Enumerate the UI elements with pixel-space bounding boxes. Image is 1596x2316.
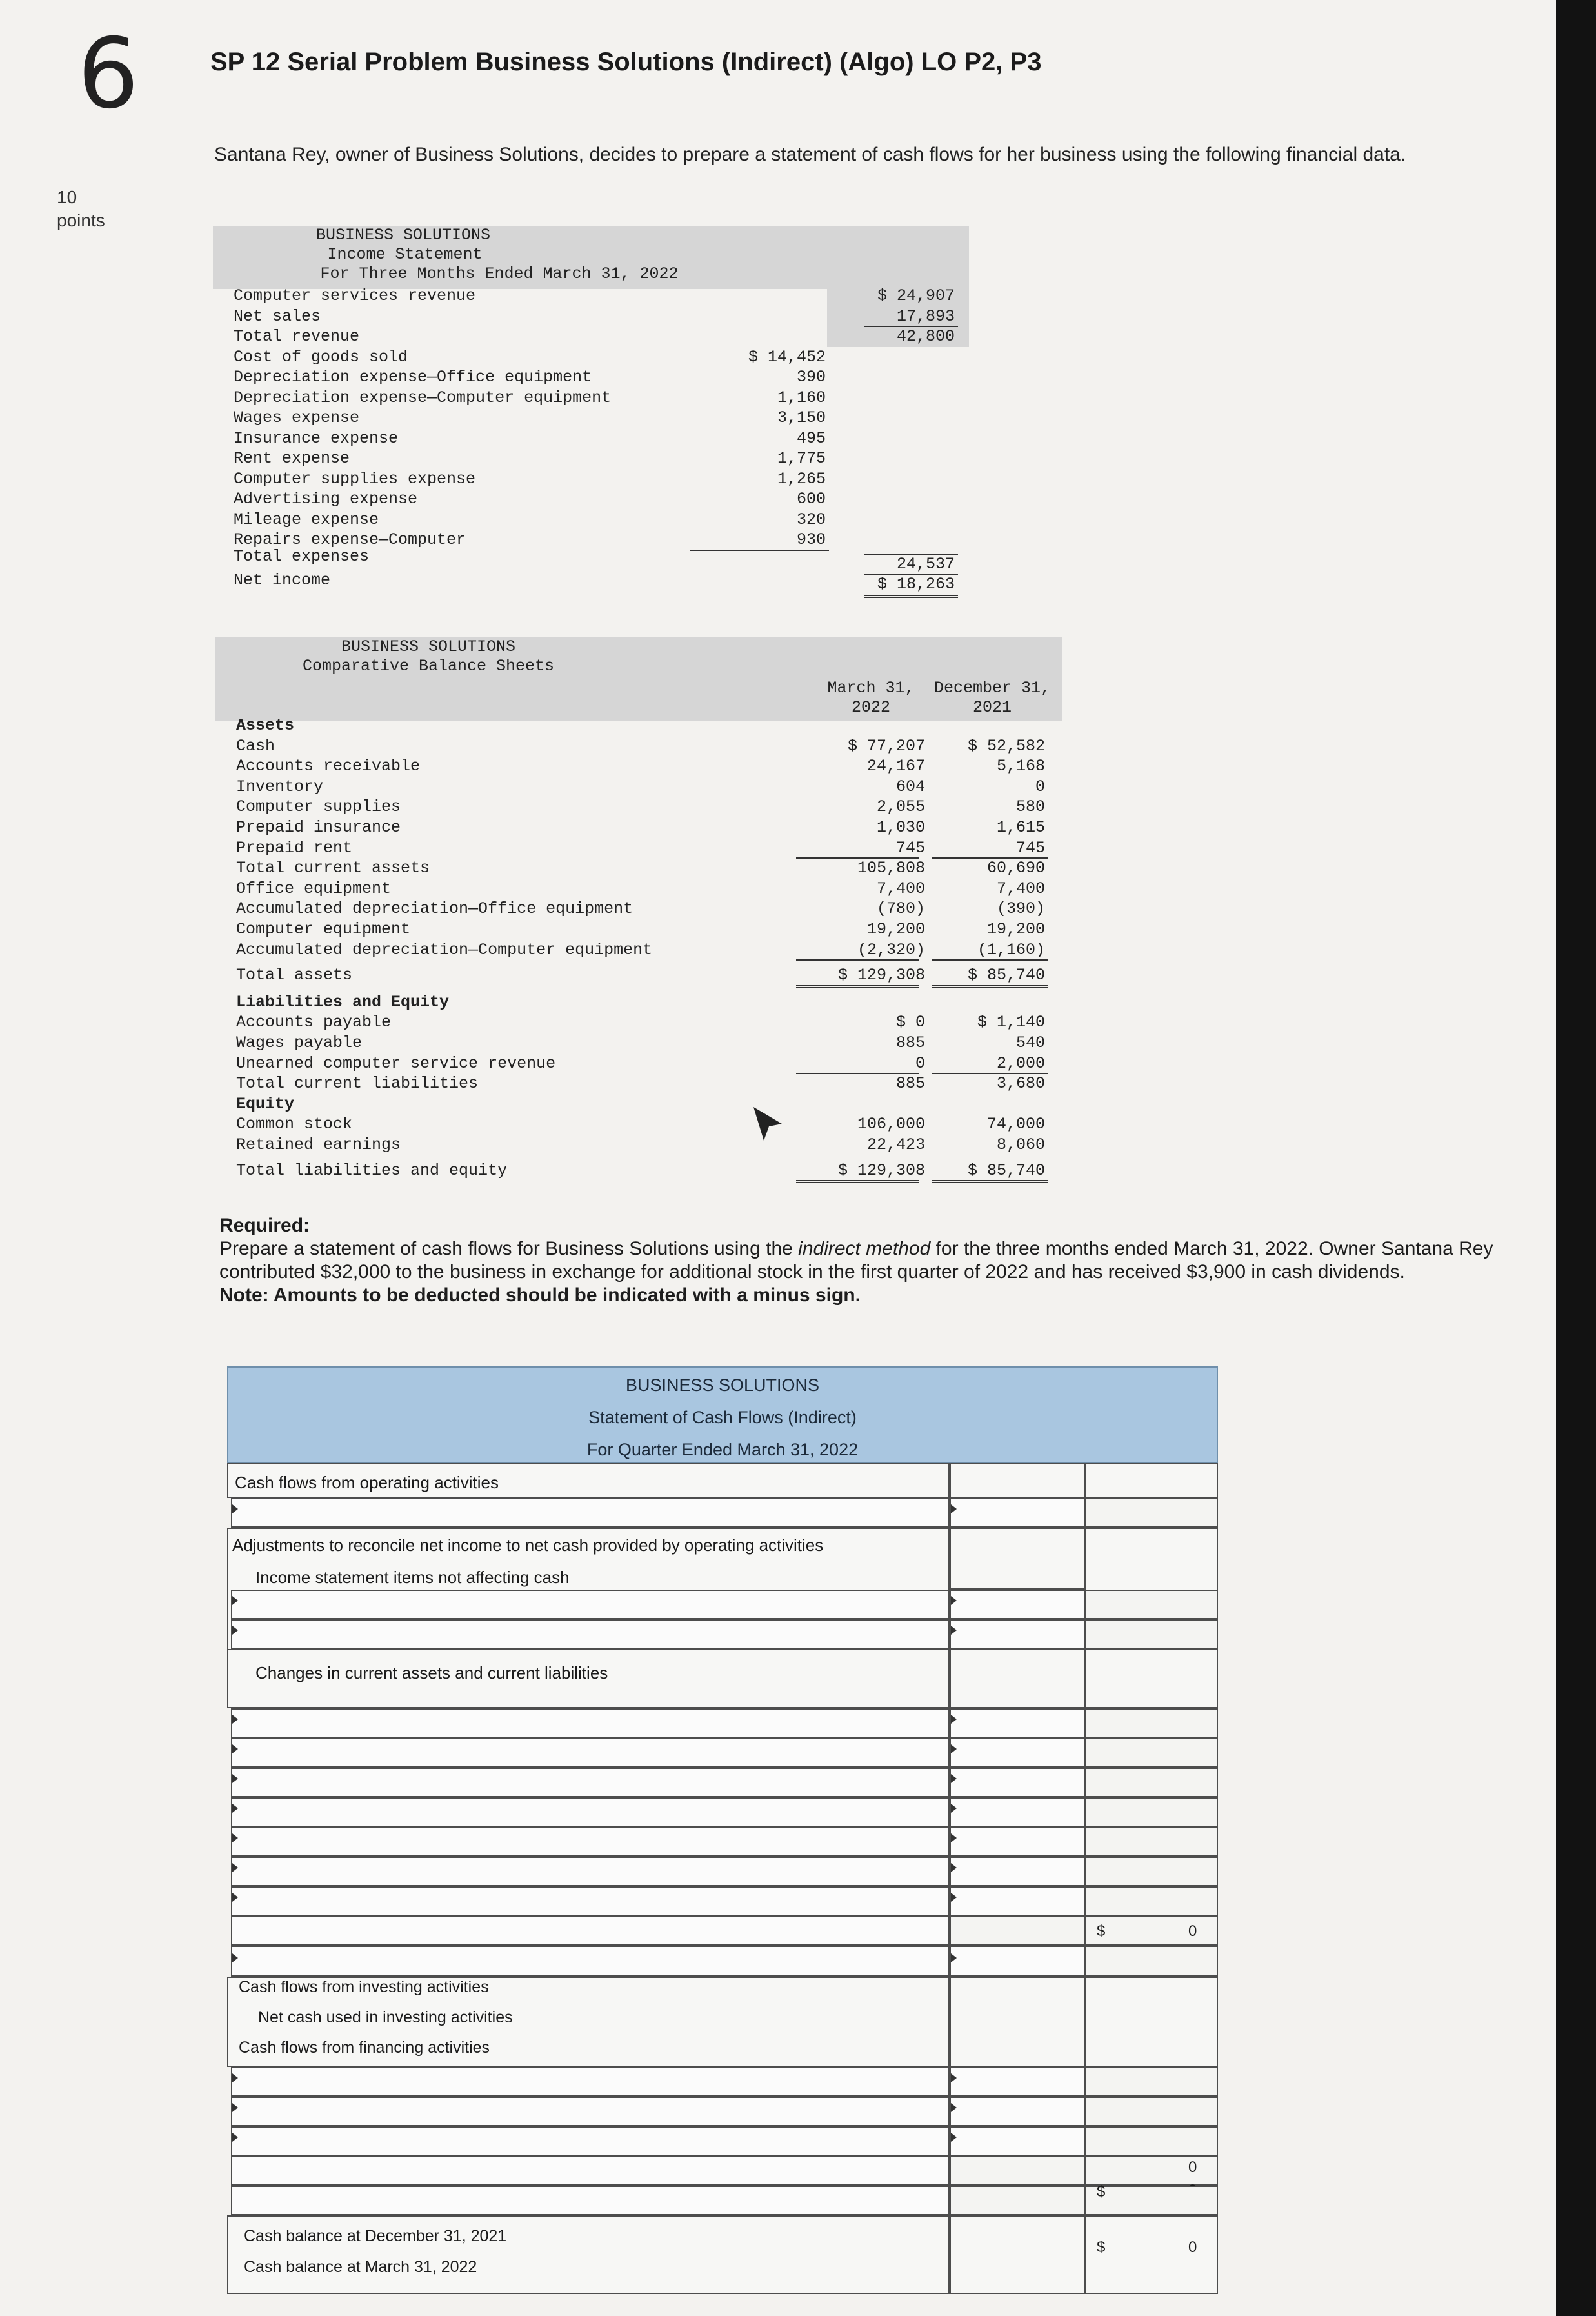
is-expense-amount: 320 bbox=[796, 510, 826, 529]
dropdown-arrow-icon bbox=[232, 1804, 238, 1813]
is-expense-amount: 495 bbox=[796, 428, 826, 448]
bs-row-december: $ 85,740 bbox=[967, 966, 1045, 985]
bs-row-march: 24,167 bbox=[866, 757, 925, 776]
income-statement bbox=[213, 226, 969, 613]
bs-row-march: (2,320) bbox=[857, 940, 925, 959]
is-company: BUSINESS SOLUTIONS bbox=[315, 226, 491, 245]
amount-input[interactable] bbox=[950, 1498, 1085, 1528]
dropdown-arrow-icon bbox=[951, 1774, 957, 1783]
dropdown-arrow-icon bbox=[951, 1504, 957, 1513]
bs-row-march: 106,000 bbox=[857, 1115, 925, 1134]
bs-row-label: Total current liabilities bbox=[236, 1074, 479, 1093]
is-expense-label: Wages expense bbox=[234, 408, 360, 427]
line-item-select[interactable] bbox=[231, 1738, 950, 1768]
amount-input[interactable] bbox=[950, 1590, 1085, 1619]
dropdown-arrow-icon bbox=[232, 1863, 238, 1872]
amount-input[interactable] bbox=[950, 1708, 1085, 1738]
cf-operating-total-value: 0 bbox=[1188, 1922, 1197, 1940]
dropdown-arrow-icon bbox=[232, 1774, 238, 1783]
required-text: Prepare a statement of cash flows for Business Solutions using the indirect method for the three months ended March 31, 2022. Owner Santana Rey contributed $32,000 to the business in exchange for additional stock in the first quarter of 2022 and has received $3,900 in cash dividends. bbox=[219, 1238, 1493, 1283]
bs-row-march: 885 bbox=[895, 1074, 925, 1093]
cf-company: BUSINESS SOLUTIONS bbox=[625, 1375, 820, 1395]
is-revenue-rule bbox=[864, 326, 958, 327]
bs-row-march: (780) bbox=[876, 899, 925, 919]
is-expense-rule bbox=[690, 550, 829, 551]
points-value: 10 bbox=[57, 187, 77, 207]
cash-flow-header bbox=[227, 1366, 1218, 1463]
cf-title: Statement of Cash Flows (Indirect) bbox=[588, 1408, 857, 1427]
bs-rule bbox=[796, 1180, 919, 1183]
dropdown-arrow-icon bbox=[232, 2103, 238, 2112]
bs-rule bbox=[932, 1180, 1048, 1183]
amount-input[interactable] bbox=[950, 1886, 1085, 1916]
required-heading: Required: bbox=[219, 1215, 310, 1236]
line-item-select[interactable] bbox=[231, 2067, 950, 2097]
cf-financing-label: Cash flows from financing activities bbox=[239, 2039, 490, 2057]
total-cell bbox=[1085, 1797, 1218, 1827]
bs-row-label: Accounts payable bbox=[236, 1013, 392, 1032]
cf-changes-label: Changes in current assets and current liabilities bbox=[255, 1663, 608, 1682]
bs-row-december: $ 52,582 bbox=[967, 736, 1045, 755]
cf-investing-label: Cash flows from investing activities bbox=[239, 1978, 489, 1996]
bs-rule bbox=[796, 985, 919, 988]
dropdown-arrow-icon bbox=[232, 1833, 238, 1842]
line-item-select[interactable] bbox=[231, 1498, 950, 1528]
amount-input[interactable] bbox=[950, 2097, 1085, 2126]
dropdown-arrow-icon bbox=[951, 1953, 957, 1962]
cf-dollar: $ bbox=[1097, 2183, 1106, 2201]
is-expense-amount: 390 bbox=[796, 368, 826, 386]
bs-col2-head: December 31, 2021 bbox=[933, 679, 1051, 717]
bs-row-december: 745 bbox=[1015, 838, 1045, 857]
is-revenue-label: Total revenue bbox=[234, 327, 360, 346]
bs-row-label: Accounts receivable bbox=[236, 757, 421, 776]
cf-net-change-amount bbox=[950, 2186, 1085, 2215]
balance-sheet bbox=[215, 637, 1062, 1186]
screen-edge bbox=[1556, 0, 1596, 2316]
bs-row-march: 19,200 bbox=[866, 920, 925, 939]
bs-row-march: 2,055 bbox=[876, 797, 925, 817]
bs-row-label: Computer supplies bbox=[236, 797, 401, 817]
bs-row-label: Retained earnings bbox=[236, 1135, 401, 1154]
bs-row-label: Total assets bbox=[236, 966, 353, 985]
bs-row-label: Unearned computer service revenue bbox=[236, 1053, 556, 1073]
bs-row-march: 885 bbox=[895, 1033, 925, 1052]
bs-row-label: Computer equipment bbox=[236, 920, 411, 939]
line-item-select[interactable] bbox=[231, 1797, 950, 1827]
bs-row-december: $ 1,140 bbox=[977, 1013, 1045, 1032]
is-expense-label: Advertising expense bbox=[234, 490, 418, 508]
bs-row-march: 745 bbox=[895, 838, 925, 857]
cf-cash-begin-label: Cash balance at December 31, 2021 bbox=[244, 2227, 507, 2245]
is-expense-amount: 930 bbox=[796, 530, 826, 549]
cf-operating-label: Cash flows from operating activities bbox=[235, 1473, 499, 1492]
bs-row-label: Equity bbox=[236, 1094, 295, 1113]
dropdown-arrow-icon bbox=[232, 1744, 238, 1753]
is-net-double-rule bbox=[864, 595, 958, 598]
total-cell bbox=[1085, 1738, 1218, 1768]
is-net-income-label: Net income bbox=[234, 571, 331, 590]
amount-input[interactable] bbox=[950, 1738, 1085, 1768]
is-revenue-label: Computer services revenue bbox=[234, 286, 476, 305]
bs-company: BUSINESS SOLUTIONS bbox=[341, 637, 516, 656]
dropdown-arrow-icon bbox=[951, 1863, 957, 1872]
cf-net-operating-select[interactable] bbox=[231, 1916, 950, 1946]
dropdown-arrow-icon bbox=[951, 1596, 957, 1605]
amount-input[interactable] bbox=[950, 1797, 1085, 1827]
dropdown-arrow-icon bbox=[232, 1596, 238, 1605]
total-cell bbox=[1085, 1619, 1218, 1649]
bs-row-march: 105,808 bbox=[857, 859, 925, 878]
cf-dollar: $ bbox=[1097, 1922, 1106, 1940]
bs-row-march: 7,400 bbox=[876, 879, 925, 898]
line-item-select[interactable] bbox=[231, 1708, 950, 1738]
points bbox=[57, 186, 105, 232]
amount-input[interactable] bbox=[950, 2126, 1085, 2156]
bs-row-december: 3,680 bbox=[996, 1074, 1045, 1093]
cf-net-financing-total bbox=[1085, 2156, 1218, 2186]
bs-row-december: 19,200 bbox=[986, 920, 1045, 939]
cf-operating-total bbox=[1085, 1463, 1218, 1498]
line-item-select[interactable] bbox=[231, 1857, 950, 1886]
is-expense-label: Insurance expense bbox=[234, 428, 399, 448]
cf-financing-total-value-1: 0 bbox=[1188, 2159, 1197, 2176]
cf-net-operating-amount bbox=[950, 1916, 1085, 1946]
cf-period: For Quarter Ended March 31, 2022 bbox=[586, 1440, 859, 1459]
cf-net-financing-amount bbox=[950, 2156, 1085, 2186]
is-total-expenses: 24,537 bbox=[896, 554, 955, 574]
bs-row-december: 60,690 bbox=[986, 859, 1045, 878]
bs-row-label: Total current assets bbox=[236, 859, 430, 878]
bs-row-march: 604 bbox=[895, 777, 925, 796]
bs-row-label: Wages payable bbox=[236, 1033, 363, 1052]
cf-dollar: $ bbox=[1097, 2239, 1106, 2256]
total-cell bbox=[1085, 1498, 1218, 1528]
is-period: For Three Months Ended March 31, 2022 bbox=[320, 265, 679, 283]
bs-row-label: Prepaid rent bbox=[236, 838, 353, 857]
line-item-select[interactable] bbox=[231, 1768, 950, 1797]
bs-row-label: Cash bbox=[236, 736, 275, 755]
dropdown-arrow-icon bbox=[951, 1744, 957, 1753]
is-expense-amount: 1,265 bbox=[777, 469, 826, 488]
bs-row-label: Common stock bbox=[236, 1115, 353, 1134]
points-label: points bbox=[57, 210, 105, 230]
is-revenue-label: Net sales bbox=[234, 306, 321, 326]
line-item-select[interactable] bbox=[231, 1827, 950, 1857]
bs-row-label: Inventory bbox=[236, 777, 324, 796]
cf-investing-block-amount bbox=[950, 1977, 1085, 2067]
bs-row-march: 1,030 bbox=[876, 818, 925, 837]
is-expense-label: Repairs expense—Computer bbox=[234, 530, 466, 549]
cf-changes-total bbox=[1085, 1649, 1218, 1708]
bs-title: Comparative Balance Sheets bbox=[302, 657, 555, 675]
amount-input[interactable] bbox=[950, 1619, 1085, 1649]
dropdown-arrow-icon bbox=[232, 1626, 238, 1635]
line-item-select[interactable] bbox=[231, 2126, 950, 2156]
is-expense-label: Depreciation expense—Computer equipment bbox=[234, 388, 612, 407]
is-revenue-amount: 42,800 bbox=[896, 327, 955, 346]
bs-row-label: Accumulated depreciation—Office equipment bbox=[236, 899, 633, 919]
line-item-select[interactable] bbox=[231, 2097, 950, 2126]
is-expense-label: Mileage expense bbox=[234, 510, 379, 529]
dropdown-arrow-icon bbox=[951, 1715, 957, 1724]
is-revenue-amount: $ 24,907 bbox=[877, 286, 955, 305]
total-cell bbox=[1085, 1827, 1218, 1857]
dropdown-arrow-icon bbox=[232, 1953, 238, 1962]
dropdown-arrow-icon bbox=[951, 2073, 957, 2082]
line-item-select[interactable] bbox=[231, 1590, 950, 1619]
bs-row-december: 1,615 bbox=[996, 818, 1045, 837]
bs-row-label: Prepaid insurance bbox=[236, 818, 401, 837]
dropdown-arrow-icon bbox=[951, 1893, 957, 1902]
bs-row-december: 8,060 bbox=[996, 1135, 1045, 1154]
is-expense-amount: 1,160 bbox=[777, 388, 826, 407]
is-expense-label: Rent expense bbox=[234, 449, 350, 468]
dropdown-arrow-icon bbox=[232, 1504, 238, 1513]
cf-investing-total bbox=[1085, 1946, 1218, 1977]
cf-cash-end-label: Cash balance at March 31, 2022 bbox=[244, 2258, 477, 2276]
cf-cash-end-total-value: 0 bbox=[1188, 2239, 1197, 2256]
bs-rule bbox=[796, 959, 919, 961]
bs-row-march: $ 77,207 bbox=[847, 736, 925, 755]
is-total-expenses-label: Total expenses bbox=[234, 546, 370, 566]
bs-row-march: $ 129,308 bbox=[837, 966, 925, 985]
cf-operating-amount bbox=[950, 1463, 1085, 1498]
cf-changes-amount bbox=[950, 1649, 1085, 1708]
dropdown-arrow-icon bbox=[232, 1893, 238, 1902]
dropdown-arrow-icon bbox=[951, 1626, 957, 1635]
bs-rule bbox=[932, 985, 1048, 988]
bs-row-label: Total liabilities and equity bbox=[236, 1161, 508, 1180]
amount-input[interactable] bbox=[950, 1827, 1085, 1857]
question-title: SP 12 Serial Problem Business Solutions (Indirect) (Algo) LO P2, P3 bbox=[210, 48, 1042, 76]
cf-adjustments-label: Adjustments to reconcile net income to net cash provided by operating activities bbox=[232, 1535, 824, 1555]
dropdown-arrow-icon bbox=[232, 2133, 238, 2142]
dropdown-arrow-icon bbox=[232, 2073, 238, 2082]
total-cell bbox=[1085, 1590, 1218, 1619]
is-expense-amount: 600 bbox=[796, 490, 826, 508]
bs-row-december: 5,168 bbox=[996, 757, 1045, 776]
dropdown-arrow-icon bbox=[951, 1833, 957, 1842]
is-expense-label: Computer supplies expense bbox=[234, 469, 476, 488]
line-item-select[interactable] bbox=[231, 1619, 950, 1649]
bs-row-march: $ 129,308 bbox=[837, 1161, 925, 1180]
amount-input[interactable] bbox=[950, 2067, 1085, 2097]
cf-net-change-select[interactable] bbox=[231, 2186, 950, 2215]
cf-net-investing-label: Net cash used in investing activities bbox=[258, 2008, 513, 2026]
bs-row-march: $ 0 bbox=[895, 1013, 925, 1032]
bs-row-march: 0 bbox=[915, 1053, 925, 1073]
is-revenue-amount: 17,893 bbox=[896, 306, 955, 326]
bs-row-label: Office equipment bbox=[236, 879, 392, 898]
bs-row-december: 7,400 bbox=[996, 879, 1045, 898]
cf-investing-select[interactable] bbox=[231, 1946, 950, 1977]
is-title: Income Statement bbox=[327, 245, 483, 264]
total-cell bbox=[1085, 2067, 1218, 2097]
total-cell bbox=[1085, 1857, 1218, 1886]
bs-row-december: (390) bbox=[996, 899, 1045, 919]
bs-row-december: 540 bbox=[1015, 1033, 1045, 1052]
question-number: 6 bbox=[77, 18, 139, 130]
dropdown-arrow-icon bbox=[232, 1715, 238, 1724]
cf-noncash-label: Income statement items not affecting cash bbox=[255, 1568, 570, 1587]
bs-row-december: (1,160) bbox=[977, 940, 1045, 959]
is-expense-label: Cost of goods sold bbox=[234, 347, 408, 366]
cf-investing-amount[interactable] bbox=[950, 1946, 1085, 1977]
is-expense-amount: 1,775 bbox=[777, 449, 826, 468]
amount-input[interactable] bbox=[950, 1768, 1085, 1797]
dropdown-arrow-icon bbox=[951, 2133, 957, 2142]
bs-row-march: 22,423 bbox=[866, 1135, 925, 1154]
total-cell bbox=[1085, 1768, 1218, 1797]
total-cell bbox=[1085, 1708, 1218, 1738]
bs-row-december: 74,000 bbox=[986, 1115, 1045, 1134]
question-intro: Santana Rey, owner of Business Solutions, decides to prepare a statement of cash flows for her business using the following financial data. bbox=[214, 144, 1406, 165]
bs-row-label: Liabilities and Equity bbox=[236, 992, 450, 1012]
line-item-select[interactable] bbox=[231, 1886, 950, 1916]
bs-row-december: 580 bbox=[1015, 797, 1045, 817]
total-cell bbox=[1085, 1886, 1218, 1916]
amount-input[interactable] bbox=[950, 1857, 1085, 1886]
total-cell bbox=[1085, 2126, 1218, 2156]
is-expense-amount: 3,150 bbox=[777, 408, 826, 427]
required-note: Note: Amounts to be deducted should be indicated with a minus sign. bbox=[219, 1284, 861, 1306]
bs-rule bbox=[932, 959, 1048, 961]
cf-investing-block-total bbox=[1085, 1977, 1218, 2067]
bs-row-december: 2,000 bbox=[996, 1053, 1045, 1073]
cf-cash-balance-amount bbox=[950, 2215, 1085, 2294]
is-net-income: $ 18,263 bbox=[877, 575, 955, 594]
is-expense-amount: $ 14,452 bbox=[748, 347, 826, 366]
bs-row-december: 0 bbox=[1035, 777, 1045, 796]
dropdown-arrow-icon bbox=[951, 2103, 957, 2112]
bs-row-december: $ 85,740 bbox=[967, 1161, 1045, 1180]
cf-adjust-amount bbox=[950, 1528, 1085, 1590]
required-section bbox=[219, 1214, 1497, 1307]
bs-col1-head: March 31, 2022 bbox=[827, 679, 915, 717]
cf-net-financing-select[interactable] bbox=[231, 2156, 950, 2186]
bs-row-label: Accumulated depreciation—Computer equipment bbox=[236, 940, 653, 959]
bs-row-label: Assets bbox=[236, 716, 295, 735]
dropdown-arrow-icon bbox=[951, 1804, 957, 1813]
is-expense-label: Depreciation expense—Office equipment bbox=[234, 368, 592, 386]
mouse-cursor-icon bbox=[750, 1104, 788, 1146]
total-cell bbox=[1085, 2097, 1218, 2126]
